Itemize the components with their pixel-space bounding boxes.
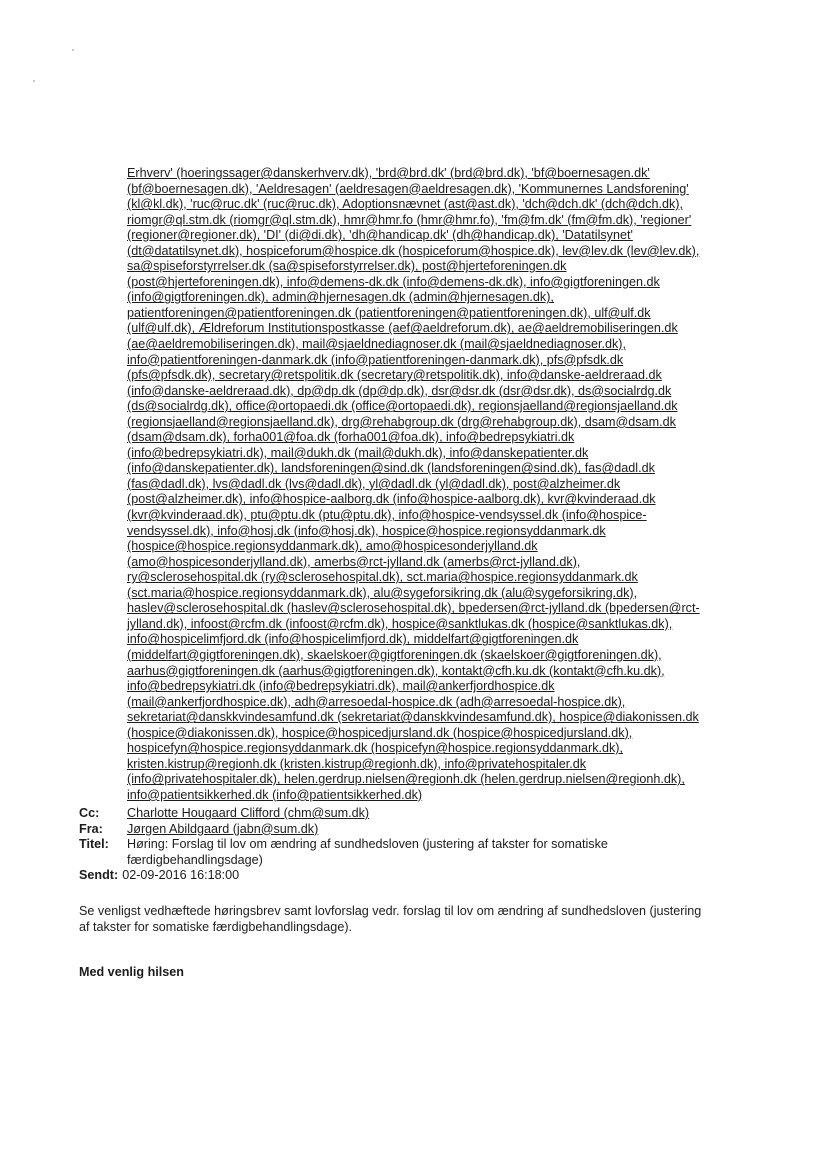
recipient-line[interactable]: (post@hjerteforeningen.dk), info@demens-dk.dk (info@demens-dk.dk), info@gigtforeningen.dk bbox=[127, 274, 660, 289]
recipient-line[interactable]: (info@bedrepsykiatri.dk), mail@dukh.dk (mail@dukh.dk), info@danskepatienter.dk bbox=[127, 445, 589, 460]
recipient-line[interactable]: sekretariat@danskkvindesamfund.dk (sekretariat@danskkvindesamfund.dk), hospice@diakonissen.dk bbox=[127, 710, 699, 725]
from-label: Fra: bbox=[79, 821, 103, 836]
scan-speck bbox=[33, 80, 35, 82]
recipient-line[interactable]: (kl@kl.dk), 'ruc@ruc.dk' (ruc@ruc.dk), Adoptionsnævnet (ast@ast.dk), 'dch@dch.dk' (dch@dch.dk), bbox=[127, 197, 683, 212]
recipient-line[interactable]: (dsam@dsam.dk), forha001@foa.dk (forha001@foa.dk), info@bedrepsykiatri.dk bbox=[127, 430, 575, 445]
cc-value[interactable]: Charlotte Hougaard Clifford (chm@sum.dk) bbox=[127, 806, 370, 820]
cc-row bbox=[79, 806, 759, 822]
recipient-line[interactable]: jylland.dk), infoost@rcfm.dk (infoost@rcfm.dk), hospice@sanktlukas.dk (hospice@sanktlukas.dk), bbox=[127, 616, 673, 631]
recipient-line[interactable]: (hospice@diakonissen.dk), hospice@hospicedjursland.dk (hospice@hospicedjursland.dk), bbox=[127, 725, 633, 740]
recipient-line[interactable]: info@patientforeningen-danmark.dk (info@patientforeningen-danmark.dk), pfs@pfsdk.dk bbox=[127, 352, 624, 367]
recipient-line[interactable]: Erhverv' (hoeringssager@danskerhverv.dk), 'brd@brd.dk' (brd@brd.dk), 'bf@boernesagen.dk' bbox=[127, 166, 650, 180]
recipient-line[interactable]: (info@privatehospitaler.dk), helen.gerdrup.nielsen@regionh.dk (helen.gerdrup.nielsen@regionh.dk), bbox=[127, 772, 685, 787]
sent-row bbox=[79, 868, 759, 884]
recipient-line[interactable]: hospicefyn@hospice.regionsyddanmark.dk (hospicefyn@hospice.regionsyddanmark.dk), bbox=[127, 741, 623, 756]
sent-value: 02-09-2016 16:18:00 bbox=[122, 868, 240, 883]
closing-greeting: Med venlig hilsen bbox=[79, 965, 184, 979]
recipient-line[interactable]: ry@sclerosehospital.dk (ry@sclerosehospital.dk), sct.maria@hospice.regionsyddanmark.dk bbox=[127, 570, 638, 585]
recipient-line[interactable]: (pfs@pfsdk.dk), secretary@retspolitik.dk (secretary@retspolitik.dk), info@danske-aeldreraad.dk bbox=[127, 368, 662, 383]
recipient-line[interactable]: info@hospicelimfjord.dk (info@hospicelimfjord.dk), middelfart@gigtforeningen.dk bbox=[127, 632, 579, 647]
recipient-line[interactable]: (hospice@hospice.regionsyddanmark.dk), amo@hospicesonderjylland.dk bbox=[127, 539, 538, 554]
scan-speck bbox=[72, 49, 74, 51]
title-label: Titel: bbox=[79, 837, 109, 852]
sent-label: Sendt: bbox=[79, 868, 119, 883]
recipient-line[interactable]: (regionsjaelland@regionsjaelland.dk), drg@rehabgroup.dk (drg@rehabgroup.dk), dsam@dsam.dk bbox=[127, 414, 676, 429]
recipient-line[interactable]: (post@alzheimer.dk), info@hospice-aalborg.dk (info@hospice-aalborg.dk), kvr@kvinderaad.dk bbox=[127, 492, 656, 507]
recipient-line[interactable]: (regioner@regioner.dk), 'DI' (di@di.dk), 'dh@handicap.dk' (dh@handicap.dk), 'Datatilsynet' bbox=[127, 228, 633, 243]
title-line: Høring: Forslag til lov om ændring af sundhedsloven (justering af takster for somatiske bbox=[127, 837, 608, 852]
recipient-line[interactable]: (info@danske-aeldreraad.dk), dp@dp.dk (dp@dp.dk), dsr@dsr.dk (dsr@dsr.dk), ds@socialrdg.dk bbox=[127, 383, 672, 398]
recipient-line[interactable]: patientforeningen@patientforeningen.dk (patientforeningen@patientforeningen.dk), ulf@ulf.dk bbox=[127, 305, 651, 320]
recipient-list bbox=[127, 166, 749, 803]
from-value[interactable]: Jørgen Abildgaard (jabn@sum.dk) bbox=[127, 821, 319, 836]
recipient-line[interactable]: (sct.maria@hospice.regionsyddanmark.dk), alu@sygeforsikring.dk (alu@sygeforsikring.dk), bbox=[127, 585, 638, 600]
recipient-line[interactable]: kristen.kistrup@regionh.dk (kristen.kistrup@regionh.dk), info@privatehospitaler.dk bbox=[127, 756, 587, 771]
recipient-line[interactable]: (amo@hospicesonderjylland.dk), amerbs@rct-jylland.dk (amerbs@rct-jylland.dk), bbox=[127, 554, 581, 569]
recipient-line[interactable]: (mail@ankerfjordhospice.dk), adh@arresoedal-hospice.dk (adh@arresoedal-hospice.dk), bbox=[127, 694, 626, 709]
recipient-line[interactable]: (fas@dadl.dk), lvs@dadl.dk (lvs@dadl.dk), yl@dadl.dk (yl@dadl.dk), post@alzheimer.dk bbox=[127, 476, 621, 491]
recipient-line[interactable]: (ds@socialrdg.dk), office@ortopaedi.dk (office@ortopaedi.dk), regionsjaelland@regionsjaelland.dk bbox=[127, 399, 678, 414]
recipient-line[interactable]: riomgr@ql.stm.dk (riomgr@ql.stm.dk), hmr@hmr.fo (hmr@hmr.fo), 'fm@fm.dk' (fm@fm.dk), 'regioner' bbox=[127, 212, 692, 227]
recipient-line[interactable]: sa@spiseforstyrrelser.dk (sa@spiseforstyrrelser.dk), post@hjerteforeningen.dk bbox=[127, 259, 567, 274]
body-line: af takster for somatiske færdigbehandlingsdage). bbox=[79, 919, 353, 934]
recipient-line[interactable]: (middelfart@gigtforeningen.dk), skaelskoer@gigtforeningen.dk (skaelskoer@gigtforeningen.dk), bbox=[127, 647, 662, 662]
recipient-line[interactable]: info@patientsikkerhed.dk (info@patientsikkerhed.dk) bbox=[127, 787, 423, 802]
recipient-line[interactable]: haslev@sclerosehospital.dk (haslev@sclerosehospital.dk), bpedersen@rct-jylland.dk (bpedersen@rct- bbox=[127, 601, 700, 616]
cc-label: Cc: bbox=[79, 806, 100, 820]
title-value bbox=[127, 837, 759, 868]
recipient-line[interactable]: (ae@aeldremobiliseringen.dk), mail@sjaeldnediagnoser.dk (mail@sjaeldnediagnoser.dk), bbox=[127, 337, 626, 352]
recipient-line[interactable]: aarhus@gigtforeningen.dk (aarhus@gigtforeningen.dk), kontakt@cfh.ku.dk (kontakt@cfh.ku.dk), bbox=[127, 663, 665, 678]
recipient-line[interactable]: (dt@datatilsynet.dk), hospiceforum@hospice.dk (hospiceforum@hospice.dk), lev@lev.dk (lev@lev.dk), bbox=[127, 243, 700, 258]
title-line: færdigbehandlingsdage) bbox=[127, 852, 263, 867]
recipient-line[interactable]: (info@gigtforeningen.dk), admin@hjernesagen.dk (admin@hjernesagen.dk), bbox=[127, 290, 554, 305]
recipient-line[interactable]: info@bedrepsykiatri.dk (info@bedrepsykiatri.dk), mail@ankerfjordhospice.dk bbox=[127, 679, 555, 694]
recipient-line[interactable]: (info@danskepatienter.dk), landsforeningen@sind.dk (landsforeningen@sind.dk), fas@dadl.dk bbox=[127, 461, 655, 476]
recipient-line[interactable]: (kvr@kvinderaad.dk), ptu@ptu.dk (ptu@ptu.dk), info@hospice-vendsyssel.dk (info@hospice- bbox=[127, 508, 647, 523]
from-row bbox=[79, 822, 759, 838]
message-body bbox=[79, 904, 759, 935]
recipient-line[interactable]: (bf@boernesagen.dk), 'Aeldresagen' (aeldresagen@aeldresagen.dk), 'Kommunernes Landsforening' bbox=[127, 181, 689, 196]
email-header bbox=[79, 806, 759, 884]
body-line: Se venligst vedhæftede høringsbrev samt lovforslag vedr. forslag til lov om ændring af sundhedsloven (justering bbox=[79, 904, 702, 918]
title-row bbox=[79, 837, 759, 868]
recipient-line[interactable]: vendsyssel.dk), info@hosj.dk (info@hosj.dk), hospice@hospice.regionsyddanmark.dk bbox=[127, 523, 606, 538]
recipient-line[interactable]: (ulf@ulf.dk), Ældreforum Institutionspostkasse (aef@aeldreforum.dk), ae@aeldremobiliseringen.dk bbox=[127, 321, 678, 336]
